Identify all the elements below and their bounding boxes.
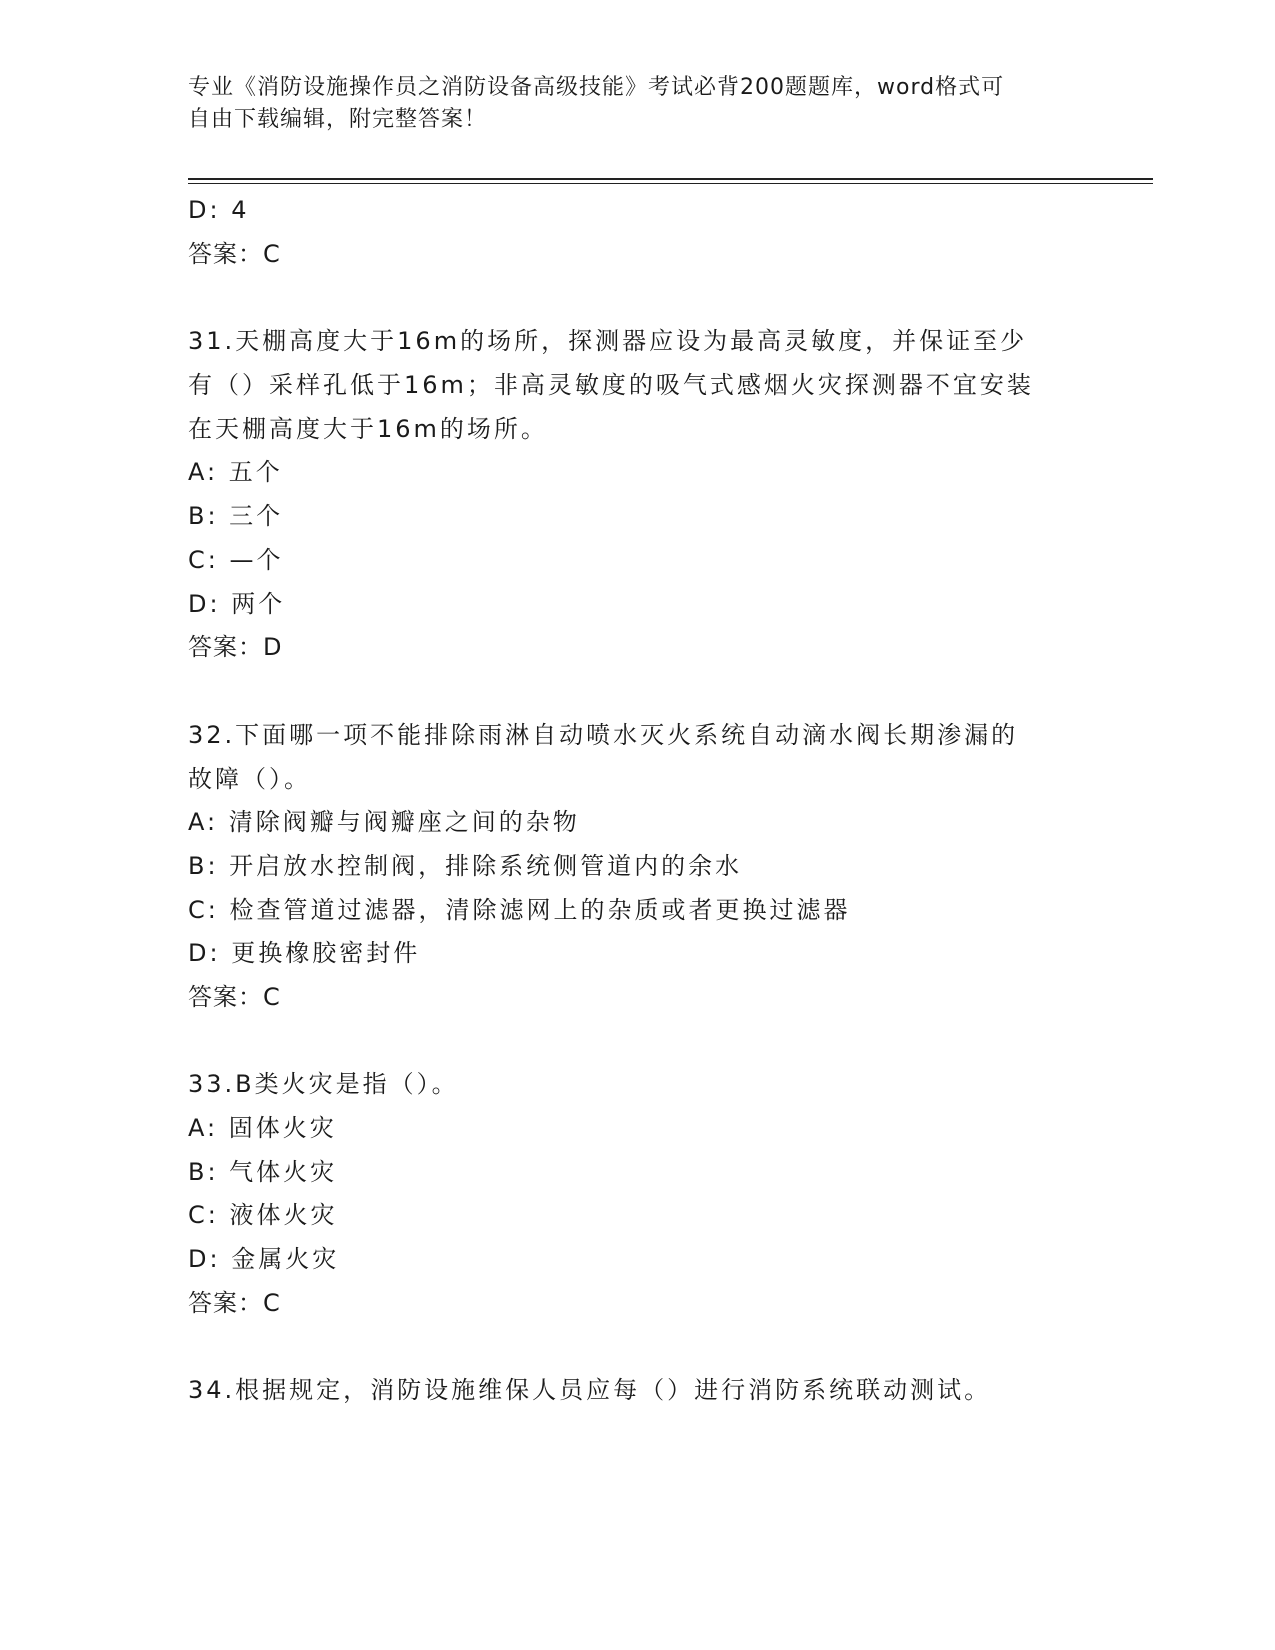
q33-option-d: D: 金属火灾 xyxy=(188,1245,340,1273)
prev-answer: 答案：C xyxy=(188,240,281,268)
header-line-1: 专业《消防设施操作员之消防设备高级技能》考试必背200题题库，word格式可 xyxy=(188,75,1005,100)
q32-answer: 答案：C xyxy=(188,983,281,1011)
q31-option-a: A: 五个 xyxy=(188,458,283,486)
page-header xyxy=(188,72,1068,136)
q31-text-line-3: 在天棚高度大于16m的场所。 xyxy=(188,415,548,443)
prev-option-d: D: 4 xyxy=(188,196,250,224)
q33-option-c: C: 液体火灾 xyxy=(188,1201,338,1229)
q31-option-d: D: 两个 xyxy=(188,590,286,618)
q33-option-b: B: 气体火灾 xyxy=(188,1158,338,1186)
q33-text-line-1: 33.B类火灾是指（）。 xyxy=(188,1070,459,1098)
q32-option-d: D: 更换橡胶密封件 xyxy=(188,939,421,967)
header-rule-thick xyxy=(188,178,1153,180)
q32-text-line-2: 故障（）。 xyxy=(188,765,311,793)
q31-answer: 答案：D xyxy=(188,633,283,661)
q31-option-b: B: 三个 xyxy=(188,502,284,530)
q32-option-c: C: 检查管道过滤器，清除滤网上的杂质或者更换过滤器 xyxy=(188,896,851,924)
header-rule-thin xyxy=(188,183,1153,184)
q33-option-a: A: 固体火灾 xyxy=(188,1114,337,1142)
q34-text-line-1: 34.根据规定，消防设施维保人员应每（）进行消防系统联动测试。 xyxy=(188,1376,992,1404)
q33-answer: 答案：C xyxy=(188,1289,281,1317)
q32-option-b: B: 开启放水控制阀，排除系统侧管道内的余水 xyxy=(188,852,743,880)
q31-option-c: C: —个 xyxy=(188,546,284,574)
header-line-2: 自由下载编辑，附完整答案！ xyxy=(188,107,488,132)
q31-text-line-1: 31.天棚高度大于16m的场所，探测器应设为最高灵敏度，并保证至少 xyxy=(188,327,1028,355)
q31-text-line-2: 有（）采样孔低于16m；非高灵敏度的吸气式感烟火灾探测器不宜安装 xyxy=(188,371,1034,399)
q32-option-a: A: 清除阀瓣与阀瓣座之间的杂物 xyxy=(188,808,580,836)
q32-text-line-1: 32.下面哪一项不能排除雨淋自动喷水灭火系统自动滴水阀长期渗漏的 xyxy=(188,721,1019,749)
